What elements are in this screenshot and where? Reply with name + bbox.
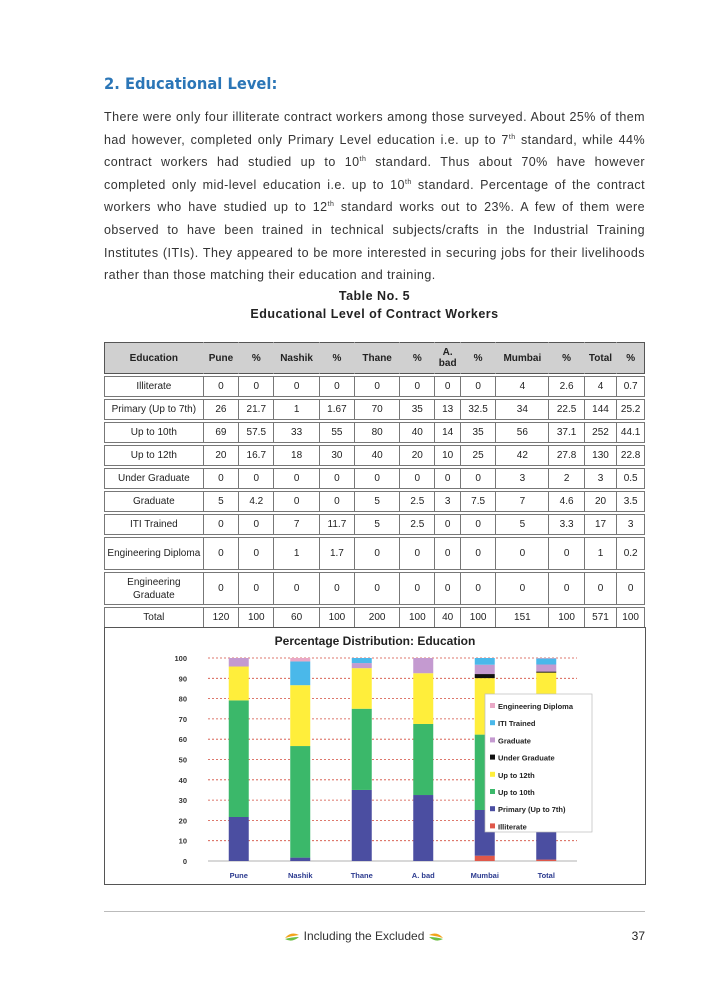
table-header-cell: Total xyxy=(584,342,617,374)
legend-swatch xyxy=(490,823,495,828)
table-cell: 40 xyxy=(399,422,434,443)
table-cell: 4 xyxy=(584,376,617,397)
table-cell: 0 xyxy=(548,537,583,570)
table-cell: 0 xyxy=(354,376,399,397)
table-cell: 10 xyxy=(434,445,460,466)
table-cell: 0 xyxy=(434,514,460,535)
table-cell: 2.6 xyxy=(548,376,583,397)
table-cell: 0 xyxy=(460,514,495,535)
bar-segment xyxy=(290,658,310,661)
table-cell: 0 xyxy=(238,537,273,570)
table-cell: 0 xyxy=(354,468,399,489)
table-cell: 80 xyxy=(354,422,399,443)
table-cell: 0 xyxy=(203,537,238,570)
row-label-cell: Under Graduate xyxy=(104,468,203,489)
table-cell: 4.6 xyxy=(548,491,583,512)
table-cell: 1.67 xyxy=(319,399,354,420)
body-paragraph xyxy=(104,106,645,287)
chart-canvas xyxy=(105,628,645,884)
bar-segment xyxy=(352,663,372,668)
bar-segment xyxy=(475,856,495,861)
table-row xyxy=(104,376,645,397)
bar-segment xyxy=(352,709,372,790)
table-cell: 3.5 xyxy=(616,491,645,512)
footer-title-text: Including the Excluded xyxy=(303,929,425,943)
paragraph-part: There were only four illiterate contract workers among those surveyed. About 25% of them had however, completed only Primary Level education i.e. up to 7 xyxy=(104,110,645,147)
y-tick-label: 90 xyxy=(178,674,187,684)
footer-title xyxy=(0,929,728,943)
table-cell: 0 xyxy=(616,572,645,605)
table-cell: 0 xyxy=(273,376,318,397)
table-cell: 35 xyxy=(460,422,495,443)
y-tick-label: 60 xyxy=(178,735,187,745)
table-cell: 14 xyxy=(434,422,460,443)
bar-segment xyxy=(536,672,556,673)
legend-label: Up to 12th xyxy=(498,770,535,780)
table-cell: 252 xyxy=(584,422,617,443)
table-cell: 0 xyxy=(273,491,318,512)
leaf-right-icon xyxy=(428,932,444,942)
table-cell: 0 xyxy=(399,376,434,397)
table-cell: 1 xyxy=(273,537,318,570)
bar-segment xyxy=(536,860,556,861)
table-cell: 0 xyxy=(319,468,354,489)
table-cell: 120 xyxy=(203,607,238,628)
chart-title: Percentage Distribution: Education xyxy=(274,634,476,648)
table-cell: 200 xyxy=(354,607,399,628)
table-row xyxy=(104,572,645,605)
row-label-cell: Up to 10th xyxy=(104,422,203,443)
legend-label: Up to 10th xyxy=(498,788,535,797)
table-cell: 0 xyxy=(238,468,273,489)
table-cell: 3.3 xyxy=(548,514,583,535)
section-title: 2. Educational Level: xyxy=(104,74,278,93)
paragraph-part: standard, while 44% contract workers had studied up to 10 xyxy=(104,132,646,170)
table-cell: 2 xyxy=(548,468,583,489)
education-chart xyxy=(104,627,646,885)
table-cell: 0 xyxy=(460,468,495,489)
table-cell: 2.5 xyxy=(399,514,434,535)
superscript: th xyxy=(404,178,412,186)
table-header-cell: Pune xyxy=(203,342,238,374)
table-cell: 100 xyxy=(238,607,273,628)
table-cell: 17 xyxy=(584,514,617,535)
bar-segment xyxy=(290,661,310,685)
table-cell: 18 xyxy=(273,445,318,466)
legend-label: Primary (Up to 7th) xyxy=(498,805,566,815)
table-cell: 7.5 xyxy=(460,491,495,512)
row-label-cell: Engineering Diploma xyxy=(104,537,203,570)
table-cell: 0 xyxy=(434,572,460,605)
legend-label: ITI Trained xyxy=(498,719,536,729)
page-number: 37 xyxy=(631,929,645,943)
superscript: th xyxy=(359,156,367,164)
table-cell: 130 xyxy=(584,445,617,466)
table-cell: 42 xyxy=(495,445,548,466)
bar-segment xyxy=(290,746,310,858)
legend-swatch xyxy=(490,755,495,760)
table-header-cell: % xyxy=(238,342,273,374)
bar-segment xyxy=(475,665,495,674)
bar-segment xyxy=(413,724,433,795)
table-header-cell: % xyxy=(399,342,434,374)
table-cell: 22.5 xyxy=(548,399,583,420)
table-row xyxy=(104,537,645,570)
legend-swatch xyxy=(490,703,495,708)
row-label-cell: Up to 12th xyxy=(104,445,203,466)
table-cell: 5 xyxy=(203,491,238,512)
legend-swatch xyxy=(490,806,495,811)
bar-segment xyxy=(413,673,433,724)
legend-label: Under Graduate xyxy=(498,753,555,763)
table-header-cell: Nashik xyxy=(273,342,318,374)
bar-segment xyxy=(352,790,372,861)
table-row xyxy=(104,445,645,466)
paragraph-part: standard. Thus about 70% have however completed only mid-level education i.e. up to 10 xyxy=(104,155,645,192)
bar-segment xyxy=(290,858,310,861)
y-tick-label: 50 xyxy=(178,755,187,765)
table-cell: 1 xyxy=(584,537,617,570)
table-cell: 40 xyxy=(434,607,460,628)
table-cell: 0 xyxy=(354,537,399,570)
table-cell: 0 xyxy=(495,537,548,570)
footer-divider xyxy=(104,911,645,912)
bar-segment xyxy=(475,658,495,665)
table-header-cell: % xyxy=(548,342,583,374)
table-cell: 0 xyxy=(203,468,238,489)
table-cell: 40 xyxy=(354,445,399,466)
table-cell: 55 xyxy=(319,422,354,443)
table-cell: 11.7 xyxy=(319,514,354,535)
table-cell: 20 xyxy=(584,491,617,512)
table-cell: 0 xyxy=(548,572,583,605)
table-cell: 0.5 xyxy=(616,468,645,489)
table-cell: 56 xyxy=(495,422,548,443)
table-row xyxy=(104,491,645,512)
table-cell: 7 xyxy=(273,514,318,535)
x-tick-label: Thane xyxy=(350,871,373,880)
y-tick-label: 20 xyxy=(178,816,187,826)
row-label-cell: Engineering Graduate xyxy=(104,572,203,605)
table-cell: 0 xyxy=(238,376,273,397)
table-cell: 69 xyxy=(203,422,238,443)
table-cell: 0.7 xyxy=(616,376,645,397)
table-cell: 0 xyxy=(319,572,354,605)
table-cell: 151 xyxy=(495,607,548,628)
table-cell: 0 xyxy=(203,514,238,535)
row-label-cell: Illiterate xyxy=(104,376,203,397)
table-cell: 0 xyxy=(460,376,495,397)
legend-swatch xyxy=(490,720,495,725)
table-cell: 7 xyxy=(495,491,548,512)
leaf-left-icon xyxy=(284,932,300,942)
legend-swatch xyxy=(490,737,495,742)
table-cell: 144 xyxy=(584,399,617,420)
table-header-cell: Mumbai xyxy=(495,342,548,374)
table-row xyxy=(104,607,645,628)
table-cell: 20 xyxy=(399,445,434,466)
table-header-cell: % xyxy=(319,342,354,374)
table-cell: 26 xyxy=(203,399,238,420)
table-cell: 100 xyxy=(319,607,354,628)
education-table xyxy=(104,340,645,630)
table-cell: 0 xyxy=(399,468,434,489)
table-cell: 25.2 xyxy=(616,399,645,420)
table-cell: 32.5 xyxy=(460,399,495,420)
table-cell: 5 xyxy=(495,514,548,535)
row-label-cell: Graduate xyxy=(104,491,203,512)
table-cell: 0 xyxy=(319,376,354,397)
table-cell: 1 xyxy=(273,399,318,420)
x-tick-label: Nashik xyxy=(287,871,313,880)
table-cell: 25 xyxy=(460,445,495,466)
table-cell: 34 xyxy=(495,399,548,420)
bar-segment xyxy=(229,667,249,701)
table-cell: 3 xyxy=(616,514,645,535)
bar-segment xyxy=(352,668,372,709)
row-label-cell: Total xyxy=(104,607,203,628)
table-caption-title: Educational Level of Contract Workers xyxy=(250,307,499,321)
y-tick-label: 0 xyxy=(182,857,187,866)
table-cell: 4 xyxy=(495,376,548,397)
table-cell: 0 xyxy=(460,537,495,570)
legend-swatch xyxy=(490,789,495,794)
table-header-row xyxy=(104,342,645,374)
y-tick-label: 70 xyxy=(178,714,187,724)
x-tick-label: A. bad xyxy=(411,871,435,880)
table-cell: 0 xyxy=(584,572,617,605)
row-label-cell: ITI Trained xyxy=(104,514,203,535)
table-header-cell: % xyxy=(616,342,645,374)
table-cell: 0 xyxy=(399,572,434,605)
table-cell: 0 xyxy=(203,376,238,397)
table-cell: 0 xyxy=(273,572,318,605)
bar-segment xyxy=(475,674,495,678)
table-cell: 0 xyxy=(273,468,318,489)
table-cell: 30 xyxy=(319,445,354,466)
table-row xyxy=(104,422,645,443)
table-cell: 0 xyxy=(238,572,273,605)
table-row xyxy=(104,399,645,420)
table-cell: 44.1 xyxy=(616,422,645,443)
legend-swatch xyxy=(490,772,495,777)
table-header-cell: Education xyxy=(104,342,203,374)
table-cell: 33 xyxy=(273,422,318,443)
paragraph-part: standard. Percentage of the contract workers who have studied up to 12 xyxy=(104,177,645,215)
bar-segment xyxy=(229,658,249,667)
bar-segment xyxy=(229,700,249,817)
table-header-cell: % xyxy=(460,342,495,374)
table-cell: 35 xyxy=(399,399,434,420)
legend-label: Engineering Diploma xyxy=(498,702,574,711)
table-cell: 1.7 xyxy=(319,537,354,570)
table-cell: 0 xyxy=(434,376,460,397)
table-caption-number: Table No. 5 xyxy=(338,289,411,303)
table-cell: 0 xyxy=(319,491,354,512)
table-cell: 4.2 xyxy=(238,491,273,512)
table-cell: 37.1 xyxy=(548,422,583,443)
table-cell: 3 xyxy=(584,468,617,489)
table-cell: 21.7 xyxy=(238,399,273,420)
bar-segment xyxy=(413,795,433,861)
bar-segment xyxy=(536,664,556,671)
legend-label: Graduate xyxy=(498,736,531,746)
paragraph-part: standard works out to 23%. A few of them were observed to have been trained in technical subjects/crafts in the Industrial Training Institutes (ITIs). They appeared to be more interested in securing jobs for their livelihoods rather than those matching their education and training. xyxy=(104,200,645,283)
superscript: th xyxy=(327,201,335,209)
x-tick-label: Pune xyxy=(229,871,248,880)
row-label-cell: Primary (Up to 7th) xyxy=(104,399,203,420)
x-tick-label: Total xyxy=(537,871,555,880)
bar-segment xyxy=(536,658,556,659)
table-header-cell: A. bad xyxy=(434,342,460,374)
bar-segment xyxy=(536,658,556,664)
table-cell: 3 xyxy=(495,468,548,489)
bar-segment xyxy=(290,685,310,746)
table-cell: 3 xyxy=(434,491,460,512)
legend-label: Illiterate xyxy=(498,822,527,832)
table-cell: 2.5 xyxy=(399,491,434,512)
y-tick-label: 40 xyxy=(178,775,187,785)
table-cell: 20 xyxy=(203,445,238,466)
x-tick-label: Mumbai xyxy=(470,871,499,880)
y-tick-label: 100 xyxy=(174,654,187,663)
bar-segment xyxy=(413,658,433,673)
table-cell: 57.5 xyxy=(238,422,273,443)
table-cell: 0.2 xyxy=(616,537,645,570)
table-cell: 0 xyxy=(434,537,460,570)
y-tick-label: 80 xyxy=(178,694,187,704)
table-cell: 0 xyxy=(203,572,238,605)
table-cell: 0 xyxy=(354,572,399,605)
table-cell: 27.8 xyxy=(548,445,583,466)
table-cell: 13 xyxy=(434,399,460,420)
table-cell: 0 xyxy=(460,572,495,605)
bar-segment xyxy=(229,817,249,861)
table-cell: 16.7 xyxy=(238,445,273,466)
table-cell: 0 xyxy=(495,572,548,605)
table-cell: 60 xyxy=(273,607,318,628)
table-cell: 0 xyxy=(434,468,460,489)
table-cell: 0 xyxy=(399,537,434,570)
bar-segment xyxy=(352,658,372,663)
table-cell: 5 xyxy=(354,514,399,535)
table-cell: 70 xyxy=(354,399,399,420)
superscript: th xyxy=(508,133,516,141)
y-tick-label: 30 xyxy=(178,796,187,806)
table-cell: 100 xyxy=(548,607,583,628)
table-header-cell: Thane xyxy=(354,342,399,374)
table-cell: 100 xyxy=(460,607,495,628)
table-cell: 5 xyxy=(354,491,399,512)
table-cell: 571 xyxy=(584,607,617,628)
table-cell: 100 xyxy=(616,607,645,628)
y-tick-label: 10 xyxy=(178,836,187,846)
table-cell: 0 xyxy=(238,514,273,535)
table-row xyxy=(104,468,645,489)
table-cell: 100 xyxy=(399,607,434,628)
table-cell: 22.8 xyxy=(616,445,645,466)
table-row xyxy=(104,514,645,535)
